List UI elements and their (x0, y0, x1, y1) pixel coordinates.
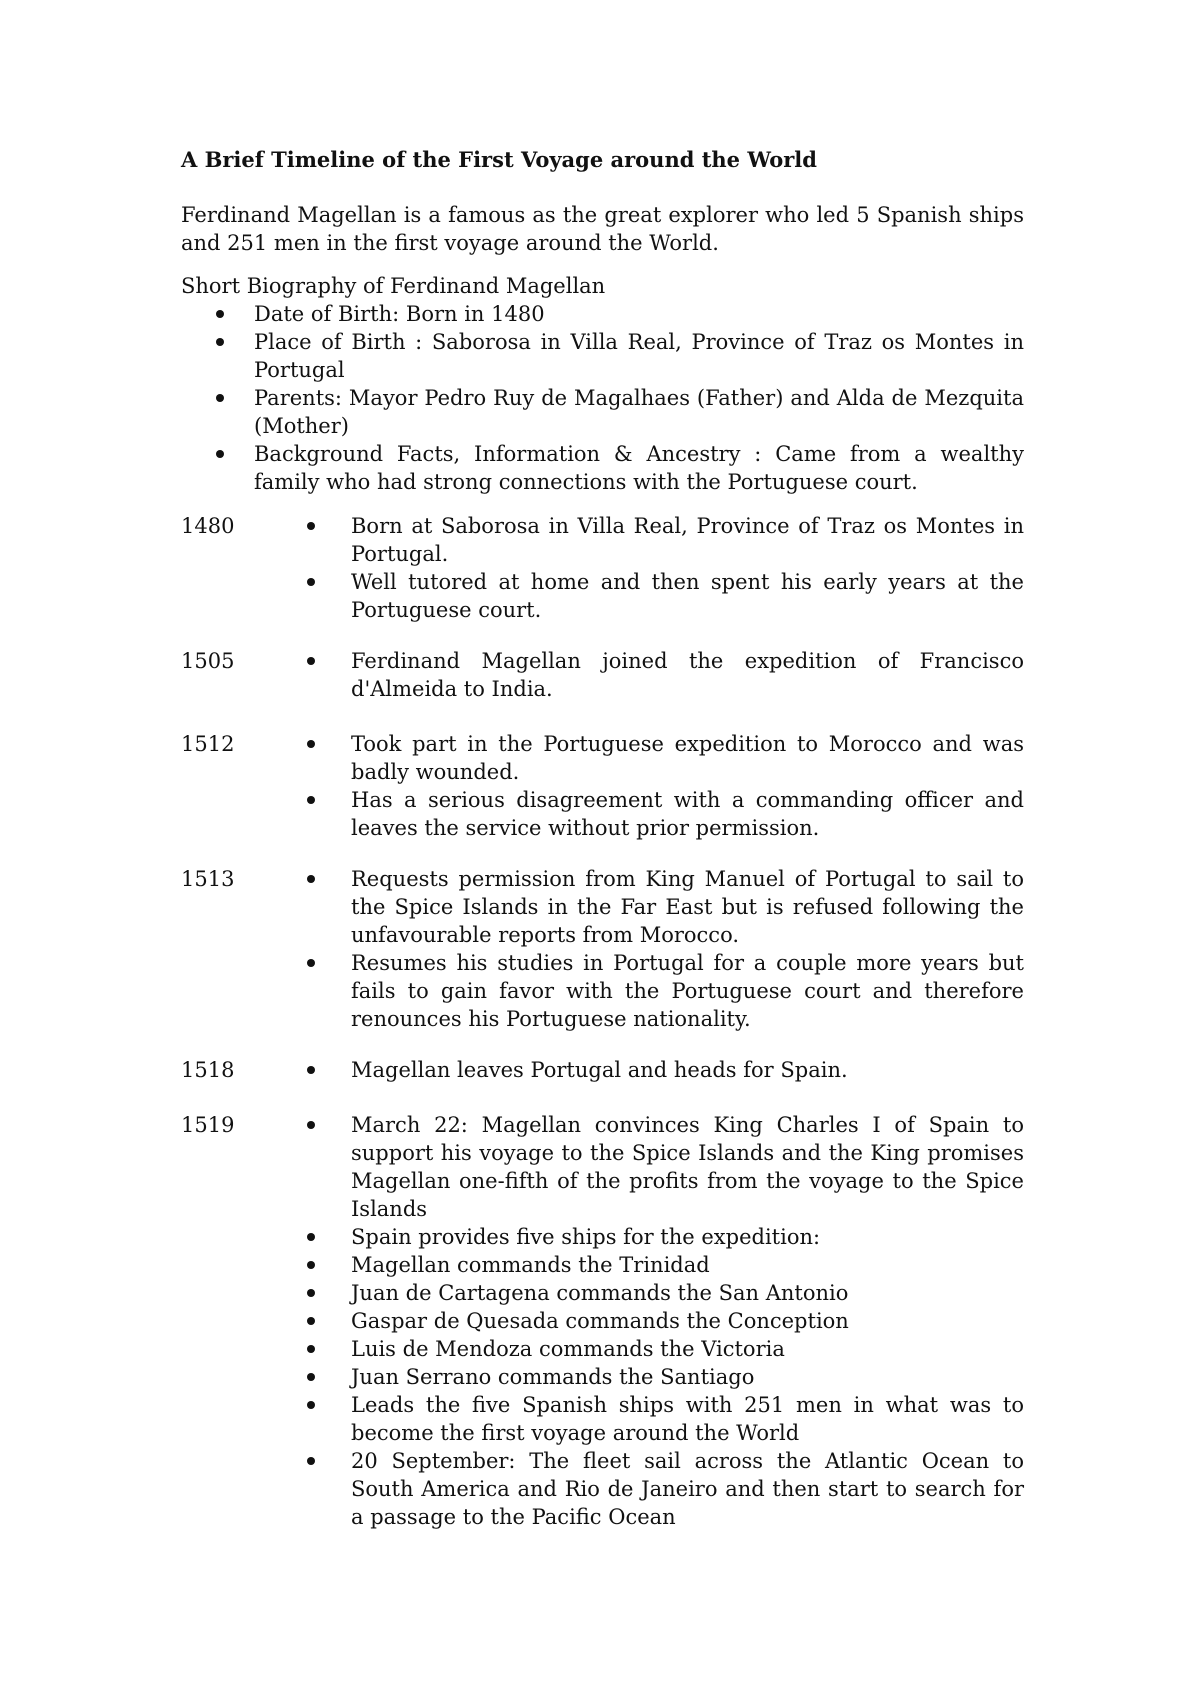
bullet-icon (307, 1261, 315, 1269)
bullet-icon (216, 394, 224, 402)
bullet-icon (307, 1457, 315, 1465)
event-text: Magellan leaves Portugal and heads for Spain. (351, 1058, 848, 1082)
bullet-icon (307, 1233, 315, 1241)
timeline-row-1505 (181, 647, 1024, 703)
event-text: Born at Saborosa in Villa Real, Province of Traz os Montes in Portugal. (351, 514, 1024, 566)
list-item (313, 647, 1024, 703)
event-text: Requests permission from King Manuel of Portugal to sail to the Spice Islands in the Far East but is refused following the unfavourable reports from Morocco. (351, 867, 1024, 947)
bullet-icon (307, 875, 315, 883)
event-text: Leads the five Spanish ships with 251 men in what was to become the first voyage around the World (351, 1393, 1024, 1445)
timeline-year: 1505 (181, 649, 235, 673)
page-title: A Brief Timeline of the First Voyage around the World (181, 147, 817, 172)
timeline-events (313, 647, 1024, 703)
list-item-text: Background Facts, Information & Ancestry : Came from a wealthy family who had strong connections with the Portuguese court. (254, 442, 1024, 494)
list-item (216, 300, 1024, 328)
list-item (313, 1223, 1024, 1251)
document-page (181, 140, 1024, 1531)
timeline-events (313, 1056, 1024, 1084)
list-item (216, 328, 1024, 384)
list-item (313, 1447, 1024, 1531)
bullet-icon (307, 1373, 315, 1381)
timeline-year: 1513 (181, 867, 235, 891)
list-item (313, 1056, 1024, 1084)
list-item (313, 568, 1024, 624)
list-item (313, 1251, 1024, 1279)
timeline-year: 1480 (181, 514, 235, 538)
event-text: Well tutored at home and then spent his early years at the Portuguese court. (351, 570, 1024, 622)
list-item-text: Date of Birth: Born in 1480 (254, 302, 545, 326)
list-item (313, 1307, 1024, 1335)
bullet-icon (307, 740, 315, 748)
event-text: Has a serious disagreement with a commanding officer and leaves the service without prior permission. (351, 788, 1024, 840)
list-item (313, 512, 1024, 568)
event-text: Luis de Mendoza commands the Victoria (351, 1337, 785, 1361)
bullet-icon (216, 450, 224, 458)
timeline-row-1480 (181, 512, 1024, 624)
biography-list (216, 300, 1024, 496)
timeline-row-1512 (181, 730, 1024, 842)
bullet-icon (216, 338, 224, 346)
timeline-year: 1518 (181, 1058, 235, 1082)
event-text: Magellan commands the Trinidad (351, 1253, 710, 1277)
list-item (313, 730, 1024, 786)
timeline-year: 1519 (181, 1113, 235, 1137)
list-item (313, 1363, 1024, 1391)
timeline-row-1513 (181, 865, 1024, 1033)
timeline (181, 512, 1024, 1531)
list-item (313, 1391, 1024, 1447)
timeline-events (313, 512, 1024, 624)
timeline-row-1518 (181, 1056, 1024, 1084)
list-item-text: Parents: Mayor Pedro Ruy de Magalhaes (Father) and Alda de Mezquita (Mother) (254, 386, 1024, 438)
bullet-icon (307, 522, 315, 530)
event-text: Ferdinand Magellan joined the expedition of Francisco d'Almeida to India. (351, 649, 1024, 701)
list-item (313, 786, 1024, 842)
list-item (313, 1279, 1024, 1307)
intro-paragraph: Ferdinand Magellan is a famous as the great explorer who led 5 Spanish ships and 251 men in the first voyage around the World. (181, 203, 1024, 255)
event-text: March 22: Magellan convinces King Charles I of Spain to support his voyage to the Spice Islands and the King promises Magellan one-fifth of the profits from the voyage to the Spice Islands (351, 1113, 1024, 1221)
bullet-icon (307, 1317, 315, 1325)
event-text: 20 September: The fleet sail across the Atlantic Ocean to South America and Rio de Janeiro and then start to search for a passage to the Pacific Ocean (351, 1449, 1024, 1529)
list-item (313, 949, 1024, 1033)
event-text: Took part in the Portuguese expedition to Morocco and was badly wounded. (351, 732, 1024, 784)
bullet-icon (307, 959, 315, 967)
bullet-icon (307, 578, 315, 586)
timeline-year: 1512 (181, 732, 235, 756)
bullet-icon (307, 1066, 315, 1074)
timeline-events (313, 1111, 1024, 1531)
bullet-icon (307, 1345, 315, 1353)
timeline-row-1519 (181, 1111, 1024, 1531)
bullet-icon (307, 1401, 315, 1409)
timeline-events (313, 865, 1024, 1033)
bullet-icon (307, 1121, 315, 1129)
event-text: Resumes his studies in Portugal for a couple more years but fails to gain favor with the Portuguese court and therefore renounces his Portuguese nationality. (351, 951, 1024, 1031)
list-item (216, 384, 1024, 440)
event-text: Juan Serrano commands the Santiago (351, 1365, 755, 1389)
timeline-events (313, 730, 1024, 842)
bullet-icon (216, 310, 224, 318)
bullet-icon (307, 796, 315, 804)
list-item (216, 440, 1024, 496)
event-text: Juan de Cartagena commands the San Antonio (351, 1281, 849, 1305)
bullet-icon (307, 1289, 315, 1297)
list-item (313, 1335, 1024, 1363)
event-text: Spain provides five ships for the expedition: (351, 1225, 821, 1249)
list-item-text: Place of Birth : Saborosa in Villa Real, Province of Traz os Montes in Portugal (254, 330, 1024, 382)
event-text: Gaspar de Quesada commands the Conception (351, 1309, 849, 1333)
bullet-icon (307, 657, 315, 665)
list-item (313, 1111, 1024, 1223)
biography-heading: Short Biography of Ferdinand Magellan (181, 274, 606, 298)
list-item (313, 865, 1024, 949)
